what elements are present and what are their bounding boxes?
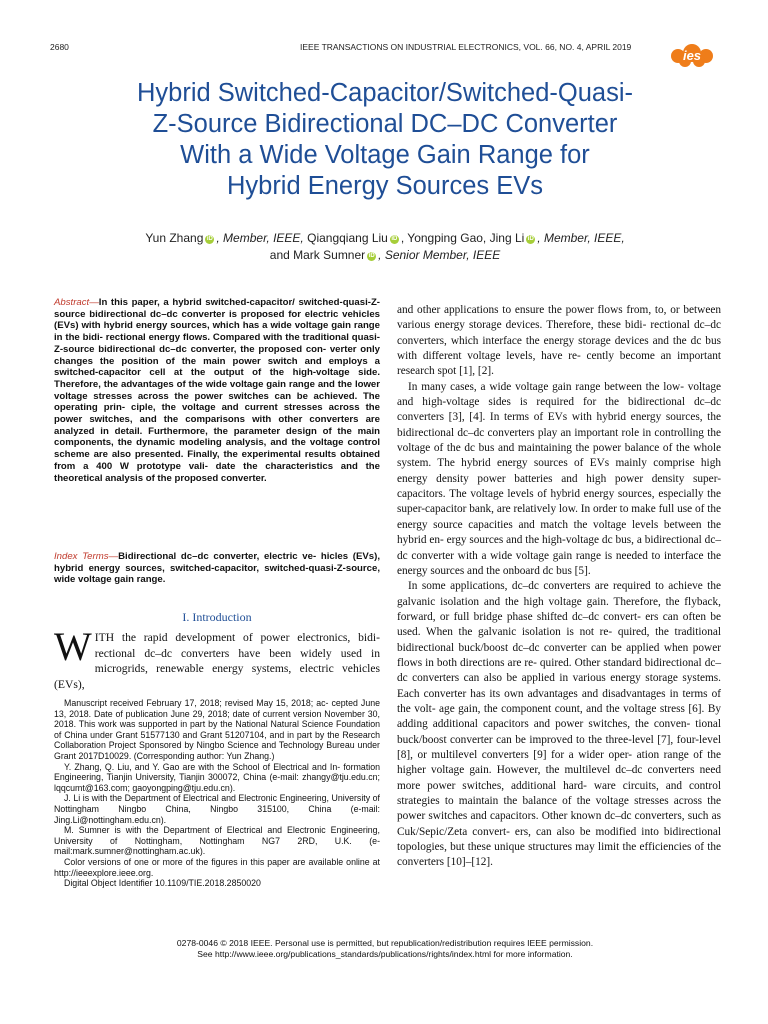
ies-logo-icon: [668, 40, 716, 70]
paragraph: In many cases, a wide voltage gain range between the low- voltage and high-voltage sides is required for the bidirectional dc–dc converters [3], [4]. In terms of EVs with hybrid energy sources, the bidirectional dc–dc converters play an important role in controlling the voltage of the dc bus and maintaining the power balance of the whole system. The hybrid energy sources of EVs mainly comprise high energy density power batteries and high power density super-capacitors. The voltage levels of hybrid energy sources, especially the super-capacitor bank, are relatively low. In order to make full use of the energy source capacities and match the voltage levels between the hybrid en- ergy sources and the high-voltage dc bus, a bidirectional dc–dc converter with a wide voltage gain range is needed to interface the energy sources and the onboard dc bus [5].: [397, 380, 722, 577]
footnote: Manuscript received February 17, 2018; revised May 15, 2018; ac- cepted June 13, 2018. Date of publication June 29, 2018; date of current version November 30, 2018. This work was supported in part by the National Natural Science Foundation of China under Grant 51577130 and Grant 51207104, and in part by the Research Collaboration Project Sponsored by Ningbo Science and Technology Bureau under Grant 2017D10029. (Corresponding author: Yun Zhang.): [54, 698, 380, 761]
intro-text: ITH the rapid development of power electronics, bidi- rectional dc–dc converters have been widely used in microgrids, renewable energy systems, electric vehicles (EVs),: [54, 631, 380, 691]
footnote: Y. Zhang, Q. Liu, and Y. Gao are with the School of Electrical and In- formation Engineering, Tianjin University, Tianjin 300072, China (e-mail: zhangy@tju.edu.cn; lqqcumt@163.com; gaoyongping@tju.edu.cn).: [54, 761, 380, 793]
footnote: Color versions of one or more of the figures in this paper are available online at http://ieeexplore.ieee.org.: [54, 856, 380, 878]
footer-line: 0278-0046 © 2018 IEEE. Personal use is permitted, but republication/redistribution requires IEEE permission.: [176, 938, 594, 948]
orcid-icon[interactable]: iD: [391, 236, 398, 242]
author-name: and Mark Sumner: [269, 248, 366, 262]
drop-cap: W: [54, 624, 92, 669]
title-line: Hybrid Energy Sources EVs: [226, 172, 544, 200]
abstract: [54, 297, 380, 484]
author-list: Yun Zhang iD , Member, IEEE, Qiangqiang Liu iD , Yongping Gao, Jing Li iD , Member, IEEE, and Mark Sumner iD , Senior Member, IEEE: [145, 231, 625, 262]
paragraph: In some applications, dc–dc converters are required to achieve the galvanic isolation and the high voltage gain. Therefore, the flyback, forward, or full bridge phase shifted dc–dc convert- ers can often be used. When the galvanic isolation is not re- quired, the traditional bidirectional buck/boost dc–dc converter can be applied when power flows in both directions are re- quired. Other standard bidirectional dc–dc converters can also be applied in various energy storage systems. Each converter has its own advantages and disadvantages in terms of the volt- age gain, the component count, and the voltage stress [6]. By adding additional capacitors and power switches, the conven- tional buck/boost converter can be improved to the three-level [7], four-level [8], or multilevel converters [9] for a wider oper- ation range of the higher voltage gain. However, the multilevel dc–dc converters need more power switches, additional hard- ware circuits, and control strategies to maintain the balance of the voltage stresses across the power switches and capacitors. Other known dc–dc converters, such as Cuk/Sepic/Zeta convert- ers, can also be modified into bidirectional topologies, but these unique structures may limit the efficiencies of the converters [10]–[12].: [397, 580, 721, 869]
author-name: Qiangqiang Liu: [307, 231, 388, 245]
author-role: , Senior Member, IEEE: [378, 248, 501, 262]
journal-header: IEEE TRANSACTIONS ON INDUSTRIAL ELECTRONICS, VOL. 66, NO. 4, APRIL 2019: [300, 42, 632, 52]
title-line: Z-Source Bidirectional DC–DC Converter: [152, 110, 618, 138]
orcid-icon[interactable]: iD: [206, 236, 213, 242]
orcid-icon[interactable]: iD: [527, 236, 534, 242]
orcid-icon[interactable]: iD: [368, 253, 375, 259]
author-role: , Member, IEEE,: [216, 231, 304, 245]
abstract-label: Abstract—: [54, 297, 99, 308]
author-name: Jing Li: [489, 231, 525, 245]
footnote: Digital Object Identifier 10.1109/TIE.2018.2850020: [64, 878, 261, 889]
intro-paragraph: [54, 624, 380, 692]
abstract-text: In this paper, a hybrid switched-capacitor/ switched-quasi-Z-source bidirectional dc–dc converter is proposed for electric vehicles (EVs) with hybrid energy sources, which has a wide voltage gain range in the bidi- rectional energy flows. Compared with the traditional quasi- Z-source bidirectional dc–dc converter, the proposed con- verter only changes the position of the main power switch and employs a switched-capacitor cell at the output of the high-voltage side. Therefore, the advantages of the wide voltage gain range and the lower voltage stresses across the power switches can be achieved. The operating prin- ciple, the voltage and current stresses across the power switches, and the comparisons with other converters are analyzed in detail. Furthermore, the parameter design of the main components, the dynamic modeling analysis, and the voltage control scheme are also presented. Finally, the experimental results obtained from a 400 W prototype vali- date the characteristics and the theoretical analysis of the proposed converter.: [54, 297, 380, 484]
index-terms-label: Index Terms—: [54, 551, 119, 562]
author-role: , Member, IEEE,: [537, 231, 625, 245]
footnotes: [54, 698, 380, 889]
index-terms-text: Bidirectional dc–dc converter, electric ve- hicles (EVs), hybrid energy sources, switched-capacitor, switched-quasi-Z-source, wide voltage gain range.: [54, 551, 380, 586]
section-heading: I. Introduction: [182, 610, 252, 624]
copyright-footer: [40, 938, 730, 960]
author-name: Yun Zhang: [145, 231, 204, 245]
footer-line[interactable]: See http://www.ieee.org/publications_standards/publications/rights/index.html for more information.: [197, 949, 573, 959]
logo-text: ies: [682, 48, 702, 63]
paper-title: [40, 78, 730, 202]
paragraph: and other applications to ensure the power flows from, to, or between various energy storage devices. Therefore, these bidi- rectional dc–dc converters, which interface the energy storage devices and the dc bus with different voltage levels, have re- cently become an important research spot [1], [2].: [397, 304, 721, 378]
author-name: Yongping Gao,: [407, 231, 487, 245]
footnote: J. Li is with the Department of Electrical and Electronic Engineering, University of Nottingham Ningbo China, Ningbo 315100, China (e-mail: Jing.Li@nottingham.edu.cn).: [54, 793, 380, 825]
index-terms: [54, 551, 380, 586]
footnote: M. Sumner is with the Department of Electrical and Electronic Engineering, University of Nottingham, Nottingham NG7 2RD, U.K. (e-mail:mark.sumner@nottingham.ac.uk).: [54, 825, 380, 857]
right-column-text: [397, 303, 721, 871]
title-line: With a Wide Voltage Gain Range for: [180, 141, 590, 169]
page-number: 2680: [50, 42, 69, 52]
title-line: Hybrid Switched-Capacitor/Switched-Quasi-: [136, 79, 634, 107]
